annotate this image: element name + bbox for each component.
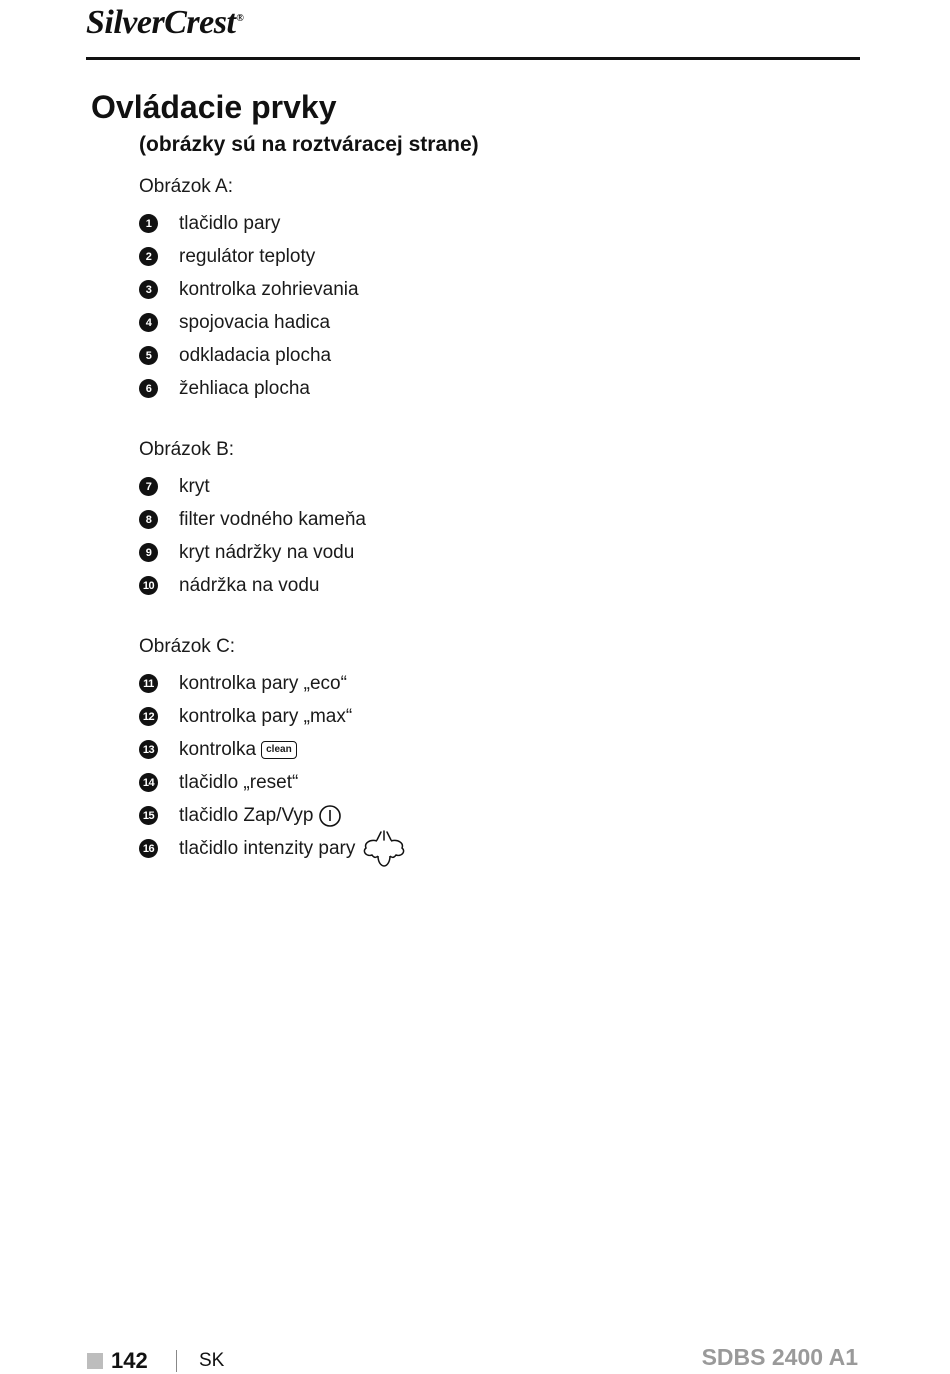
registered-mark: ®: [236, 12, 244, 24]
page-number: 142: [111, 1348, 148, 1373]
list-item: [139, 273, 359, 306]
clean-indicator-badge: clean: [261, 741, 297, 759]
item-label: kontrolka zohrievania: [179, 278, 359, 300]
item-number-badge: 16: [139, 839, 158, 858]
page-subtitle: (obrázky sú na roztváracej strane): [139, 133, 479, 156]
section-figure-a: [139, 174, 359, 405]
list-item: [139, 766, 408, 799]
item-label: tlačidlo Zap/Vyp: [179, 804, 314, 826]
steam-intensity-icon: [360, 829, 408, 869]
item-number-badge: 8: [139, 510, 158, 529]
footer-square-marker: [87, 1353, 103, 1369]
item-label: kryt: [179, 475, 210, 497]
list-item: [139, 470, 366, 503]
item-label: spojovacia hadica: [179, 311, 331, 333]
item-label: žehliaca plocha: [179, 377, 310, 399]
section-figure-c: [139, 634, 408, 865]
item-number-badge: 5: [139, 346, 158, 365]
footer-divider: [176, 1350, 177, 1372]
list-item: [139, 503, 366, 536]
item-number-badge: 9: [139, 543, 158, 562]
item-number-badge: 4: [139, 313, 158, 332]
item-number-badge: 2: [139, 247, 158, 266]
list-item: [139, 536, 366, 569]
list-item: [139, 667, 408, 700]
language-code: SK: [199, 1350, 225, 1371]
section-label: Obrázok C:: [139, 636, 236, 657]
item-number-badge: 14: [139, 773, 158, 792]
model-number: SDBS 2400 A1: [701, 1344, 858, 1370]
item-label: tlačidlo „reset“: [179, 771, 299, 793]
item-number-badge: 6: [139, 379, 158, 398]
list-item: [139, 733, 408, 766]
item-number-badge: 10: [139, 576, 158, 595]
list-item: [139, 569, 366, 602]
power-icon: [318, 804, 342, 828]
list-item: [139, 372, 359, 405]
list-item: [139, 240, 359, 273]
item-number-badge: 3: [139, 280, 158, 299]
item-label: tlačidlo pary: [179, 212, 281, 234]
list-item: [139, 306, 359, 339]
brand-name: SilverCrest: [86, 4, 236, 41]
section-figure-b: [139, 437, 366, 602]
item-number-badge: 7: [139, 477, 158, 496]
brand-logo: [86, 4, 243, 42]
list-item: [139, 832, 408, 865]
item-label: odkladacia plocha: [179, 344, 332, 366]
list-item: [139, 339, 359, 372]
header-rule: [86, 57, 860, 60]
item-number-badge: 15: [139, 806, 158, 825]
page-title: Ovládacie prvky: [91, 89, 337, 125]
item-label: kontrolka pary „eco“: [179, 672, 347, 694]
item-number-badge: 11: [139, 674, 158, 693]
item-label: regulátor teploty: [179, 245, 316, 267]
list-item: [139, 207, 359, 240]
item-label: nádržka na vodu: [179, 574, 320, 596]
item-label: kontrolka pary „max“: [179, 705, 353, 727]
section-label: Obrázok B:: [139, 439, 235, 460]
item-label: tlačidlo intenzity pary: [179, 837, 356, 859]
item-label: kontrolka: [179, 738, 257, 760]
item-label: filter vodného kameňa: [179, 508, 366, 530]
item-number-badge: 13: [139, 740, 158, 759]
list-item: [139, 799, 408, 832]
item-label: kryt nádržky na vodu: [179, 541, 355, 563]
list-item: [139, 700, 408, 733]
section-label: Obrázok A:: [139, 176, 233, 197]
item-number-badge: 12: [139, 707, 158, 726]
item-number-badge: 1: [139, 214, 158, 233]
